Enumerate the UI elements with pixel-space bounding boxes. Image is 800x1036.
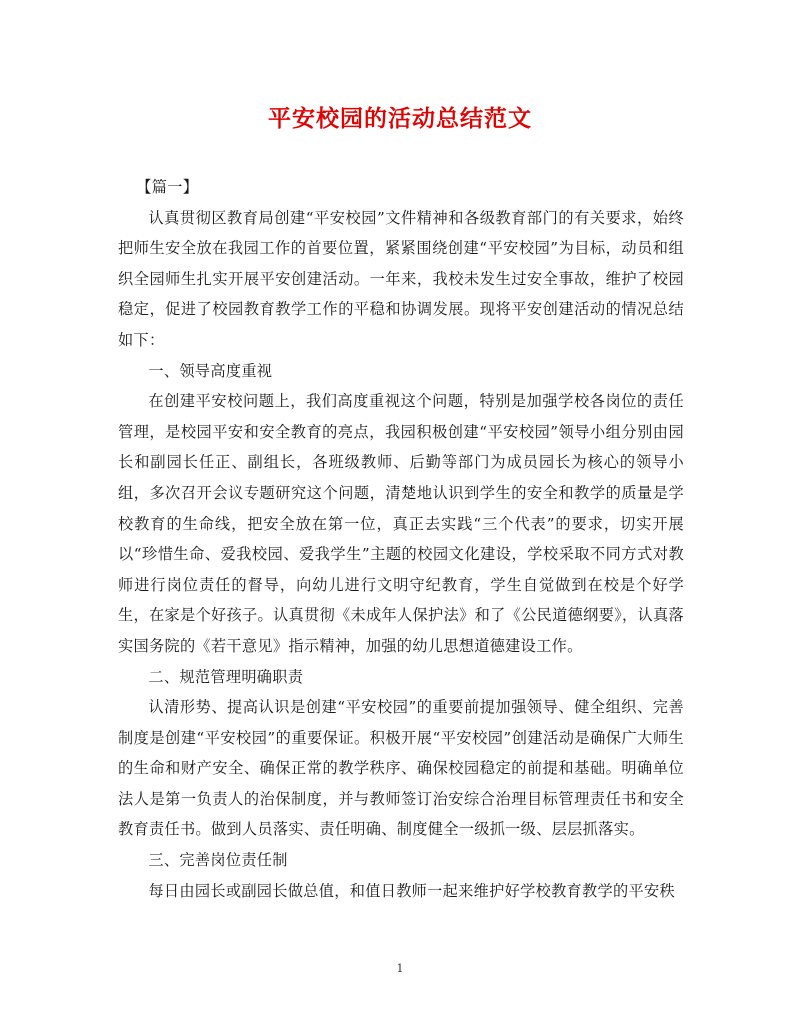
section-heading-3: 三、完善岗位责任制 xyxy=(148,851,288,870)
section-1-paragraph: 在创建平安校问题上，我们高度重视这个问题，特别是加强学校各岗位的责任管理，是校园平安和安全教育的亮点，我园积极创建“平安校园”领导小组分别由园长和副园长任正、副组长，各班级教师、后勤等部门为成员园长为核心的领导小组，多次召开会议专题研究这个问题，清楚地认识到学生的安全和教学的质量是学校教育的生命线，把安全放在第一位，真正去实践“三个代表”的要求，切实开展以“珍惜生命、爱我校园、爱我学生”主题的校园文化建设，学校采取不同方式对教师进行岗位责任的督导，向幼儿进行文明守纪教育，学生自觉做到在校是个好学生，在家是个好孩子。认真贯彻《未成年人保护法》和了《公民道德纲要》，认真落实国务院的《若干意见》指示精神，加强的幼儿思想道德建设工作。 xyxy=(118,392,684,655)
document-title: 平安校园的活动总结范文 xyxy=(268,105,532,132)
section-2-paragraph: 认清形势、提高认识是创建“平安校园”的重要前提加强领导、健全组织、完善制度是创建“平安校园”的重要保证。积极开展“平安校园”创建活动是确保广大师生的生命和财产安全、确保正常的教学秩序、确保校园稳定的前提和基础。明确单位法人是第一负责人的治保制度，并与教师签订治安综合治理目标管理责任书和安全教育责任书。做到人员落实、责任明确、制度健全一级抓一级、层层抓落实。 xyxy=(118,698,684,839)
section-3-paragraph: 每日由园长或副园长做总值，和值日教师一起来维护好学校教育教学的平安秩 xyxy=(148,881,675,900)
section-heading-1: 一、领导高度重视 xyxy=(148,361,273,380)
page-number: 1 xyxy=(396,962,404,975)
document-body xyxy=(118,172,684,906)
intro-paragraph: 认真贯彻区教育局创建“平安校园”文件精神和各级教育部门的有关要求，始终把师生安全放在我园工作的首要位置，紧紧围绕创建“平安校园”为目标，动员和组织全园师生扎实开展平安创建活动。一年来，我校未发生过安全事故，维护了校园稳定，促进了校园教育教学工作的平稳和协调发展。现将平安创建活动的情况总结如下： xyxy=(118,208,684,349)
section-heading-2: 二、规范管理明确职责 xyxy=(148,667,304,686)
section-tag: 【篇一】 xyxy=(136,178,199,196)
